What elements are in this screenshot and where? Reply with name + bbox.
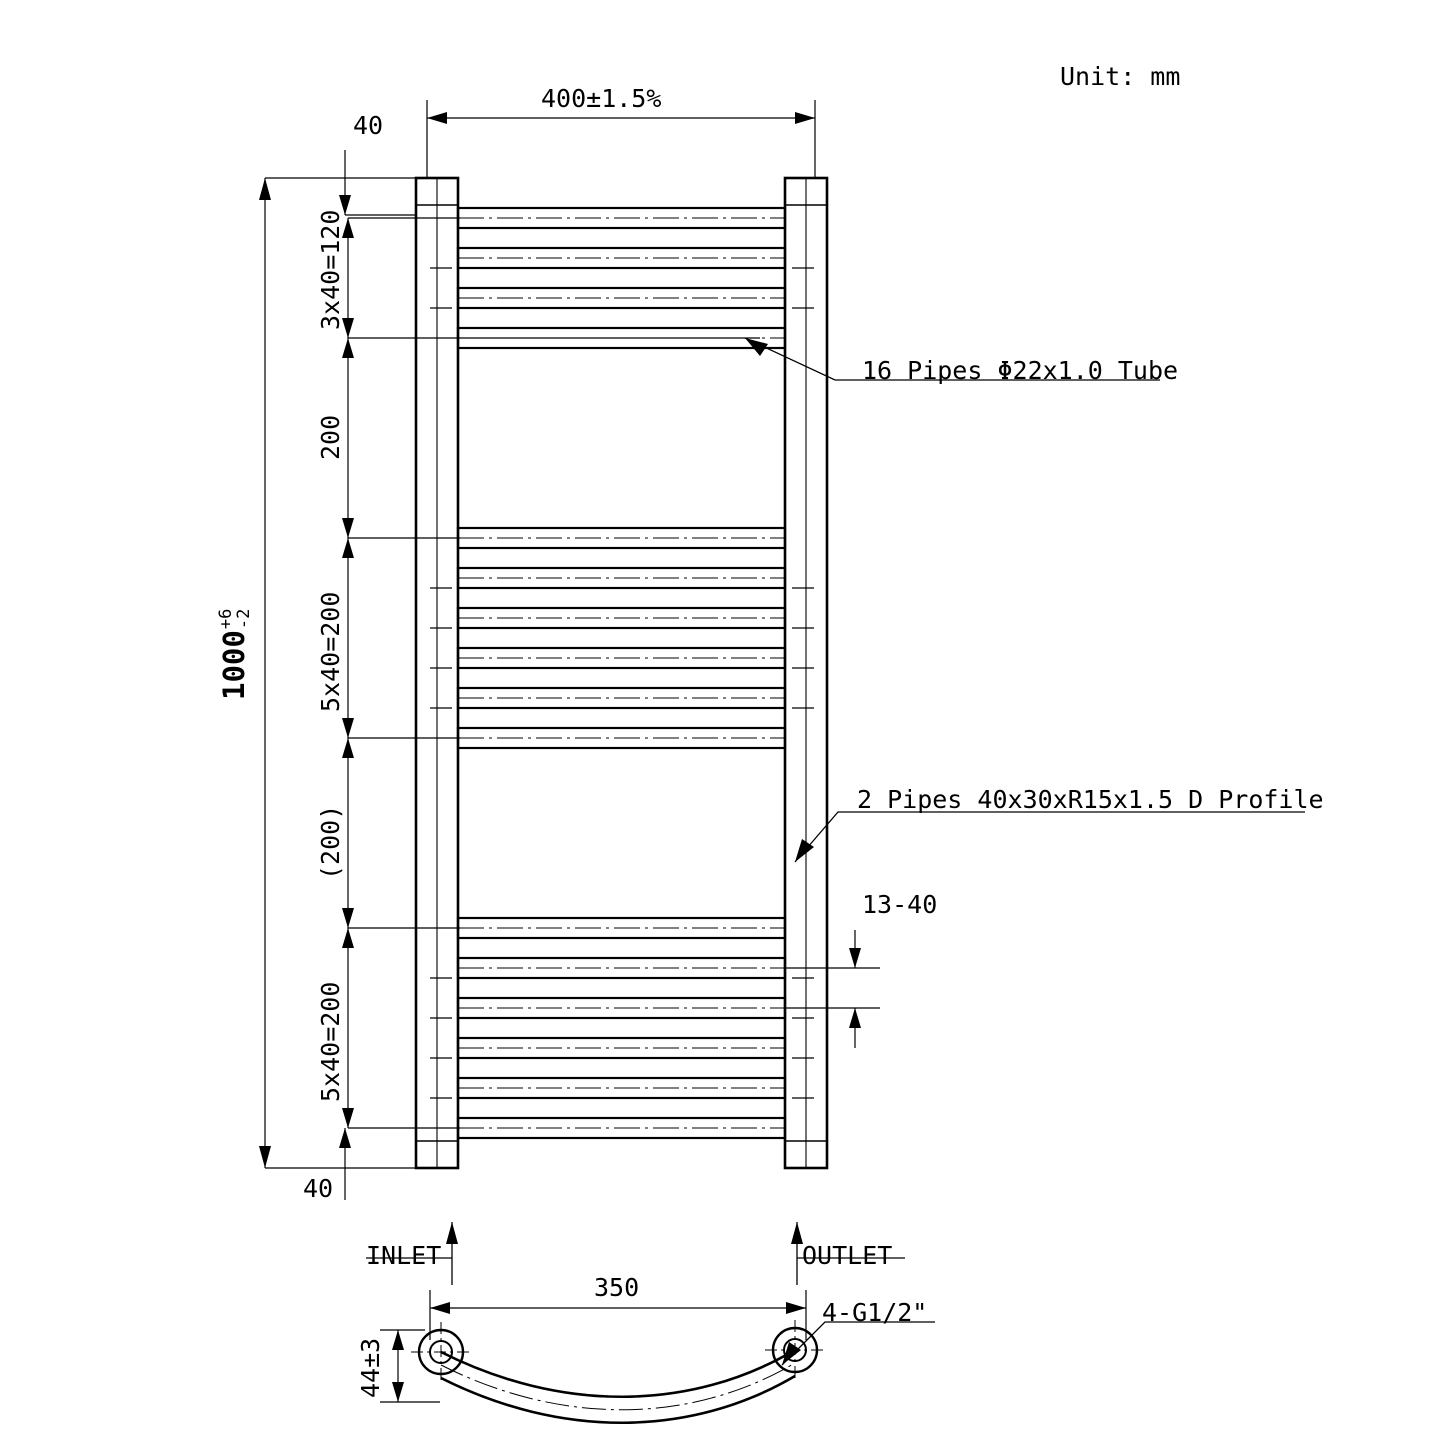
height-tol-minus: -2 — [233, 608, 254, 630]
leader-2-pipes — [795, 812, 1305, 862]
dim-13-40 — [785, 930, 880, 1048]
joint-ticks — [430, 268, 814, 1098]
height-tol-plus: +6 — [216, 608, 236, 630]
dim-label-350: 350 — [594, 1273, 640, 1302]
note-2-pipes: 2 Pipes 40x30xR15x1.5 D Profile — [857, 785, 1324, 814]
tube-group-top — [458, 208, 785, 348]
dim-label-13-40: 13-40 — [862, 890, 938, 919]
dim-chain-left — [342, 218, 760, 1128]
label-inlet: INLET — [366, 1241, 442, 1270]
dim-label-3x40: 3x40=120 — [316, 209, 345, 330]
tube-group-middle — [458, 528, 785, 748]
note-16-pipes: 16 Pipes Φ22x1.0 Tube — [862, 356, 1179, 385]
detail-curved-manifold — [411, 1320, 825, 1423]
dim-label-5x40-mid: 5x40=200 — [316, 591, 345, 712]
dim-40-bottom — [339, 1128, 417, 1200]
dim-label-height-1000 — [218, 609, 254, 700]
note-thread: 4-G1/2" — [822, 1298, 928, 1327]
dim-label-44: 44±3 — [356, 1337, 385, 1398]
dim-label-200-paren: (200) — [316, 804, 345, 880]
dim-40-top — [339, 150, 417, 215]
dim-label-200-gap: 200 — [316, 414, 345, 460]
dim-label-40-bottom: 40 — [303, 1174, 334, 1203]
dim-label-5x40-bottom: 5x40=200 — [316, 981, 345, 1102]
height-value: 1000 — [216, 630, 251, 700]
dim-label-width-400: 400±1.5% — [541, 84, 662, 113]
dim-label-40-top: 40 — [353, 111, 384, 140]
dim-44 — [380, 1330, 440, 1402]
tube-group-bottom — [458, 918, 785, 1138]
label-outlet: OUTLET — [802, 1241, 893, 1270]
unit-note: Unit: mm — [1060, 62, 1181, 91]
